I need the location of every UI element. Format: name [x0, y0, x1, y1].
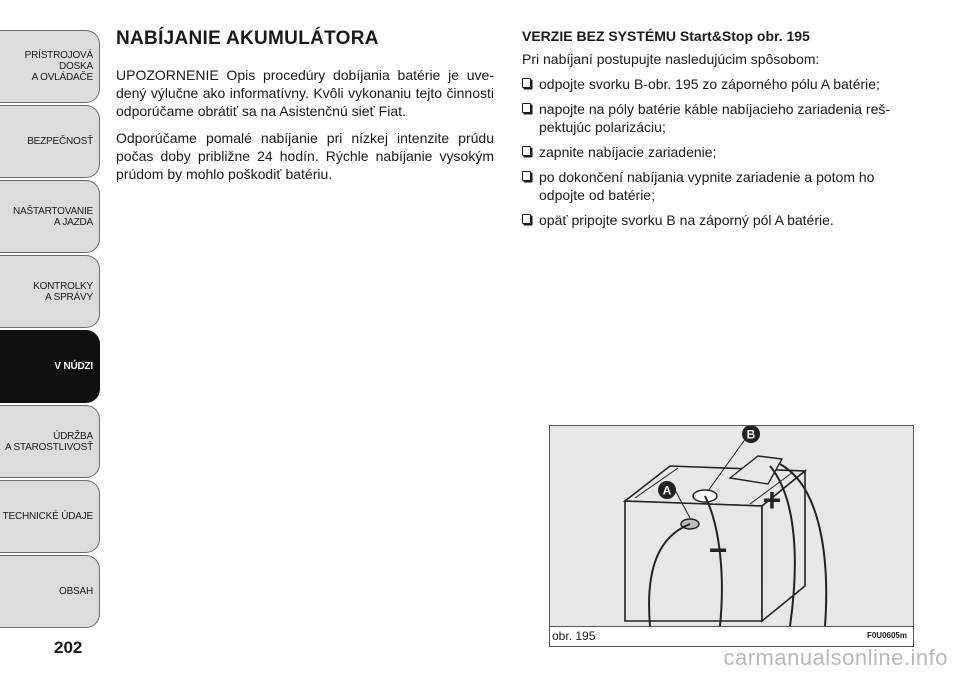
checkbox-bullet-icon	[522, 146, 531, 156]
battery-figure	[549, 425, 914, 647]
procedure-intro: Pri nabíjaní postupujte nasledujúcim spôsobom:	[522, 51, 820, 67]
tab-obsah[interactable]: OBSAH	[0, 555, 100, 628]
battery-illustration	[550, 426, 913, 626]
procedure-heading: VERZIE BEZ SYSTÉMU Start&Stop obr. 195	[522, 28, 810, 44]
minus-sign: −	[708, 532, 728, 568]
checkbox-bullet-icon	[522, 214, 531, 224]
tab-udrzba[interactable]: ÚDRŽBA A STAROSTLIVOSŤ	[0, 405, 100, 478]
warning-paragraph: UPOZORNENIE Opis procedúry dobíjania batérie je uvedený výlučne ako informatívny. Kvôli vykonaniu tejto činnosti odporúčame obrátiť sa na Asistenčnú sieť Fiat.	[116, 67, 494, 119]
figure-caption-bar	[550, 626, 913, 646]
callout-b-label: B	[746, 427, 756, 442]
left-column	[116, 28, 494, 192]
page-number: 202	[54, 638, 83, 657]
tab-bezpecnost[interactable]: BEZPEČNOSŤ	[0, 105, 100, 178]
right-column	[522, 28, 914, 236]
list-item: napojte na póly batérie káble nabíjacieho zariadenia rešpektujúc polarizáciu;	[522, 100, 914, 136]
recommendation-paragraph: Odporúčame pomalé nabíjanie pri nízkej intenzite prúdu počas doby približne 24 hodín. Rýchle nabíjanie vysokým prúdom by mohlo poškodiť batériu.	[116, 130, 494, 182]
tab-technicke-udaje[interactable]: TECHNICKÉ ÚDAJE	[0, 480, 100, 553]
tab-nastartovanie[interactable]: NAŠTARTOVANIE A JAZDA	[0, 180, 100, 253]
plus-sign: +	[762, 482, 782, 518]
figure-label: obr. 195	[552, 629, 596, 643]
list-item: zapnite nabíjacie zariadenie;	[522, 143, 914, 161]
checkbox-bullet-icon	[522, 171, 531, 181]
figure-code: F0U0605m	[866, 631, 907, 640]
checkbox-bullet-icon	[522, 78, 531, 88]
list-item: odpojte svorku B-obr. 195 zo záporného pólu A batérie;	[522, 75, 914, 93]
section-title: NABÍJANIE AKUMULÁTORA	[116, 28, 379, 49]
watermark: carmanualsonline.info	[723, 645, 948, 670]
list-item: po dokončení nabíjania vypnite zariadenie a potom ho odpojte od batérie;	[522, 168, 914, 204]
procedure-steps	[522, 75, 914, 229]
list-item: opäť pripojte svorku B na záporný pól A batérie.	[522, 211, 914, 229]
tab-v-nudzi[interactable]: V NÚDZI	[0, 330, 100, 403]
tab-pristrojova-doska[interactable]: PRÍSTROJOVÁ DOSKA A OVLÁDAČE	[0, 30, 100, 103]
callout-a-label: A	[662, 483, 672, 498]
tab-kontrolky[interactable]: KONTROLKY A SPRÁVY	[0, 255, 100, 328]
checkbox-bullet-icon	[522, 103, 531, 113]
